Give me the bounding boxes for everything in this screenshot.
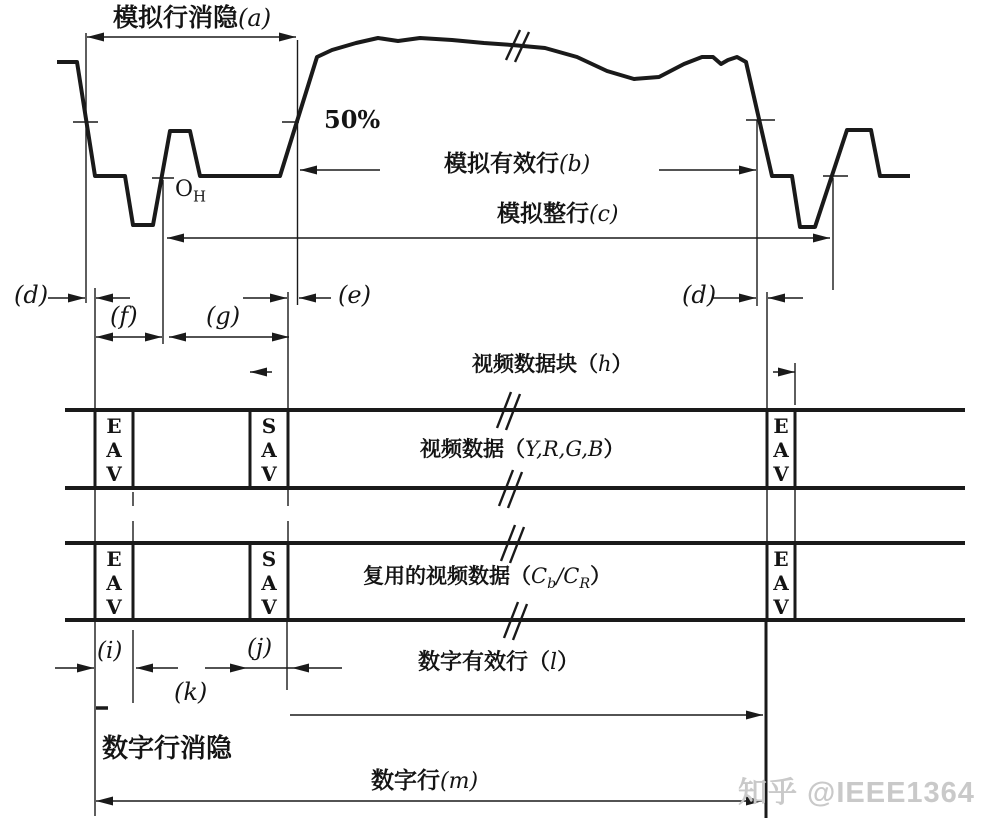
digital-line-label <box>371 768 478 793</box>
video-data-block-label <box>472 353 633 376</box>
oh-reference-label <box>175 178 206 205</box>
dim-d-left-label: (d) <box>14 281 49 309</box>
dim-j-label: (j) <box>247 635 273 661</box>
fifty-percent-label: 50% <box>324 105 381 134</box>
dim-k-label: (k) <box>174 678 208 706</box>
band1-suffix: ） <box>603 438 625 461</box>
digital-active-suffix: ） <box>557 649 580 674</box>
digital-active-param: l <box>550 650 558 675</box>
oh-main: O <box>175 177 194 202</box>
dim-g-label: (g) <box>206 302 241 330</box>
band2-label: 复用的视频数据$(C_b/C_R)$ <box>363 564 612 593</box>
analog-total-label <box>497 201 619 226</box>
analog-blanking-label <box>113 5 271 31</box>
band1-label <box>420 438 624 461</box>
digital-blanking-label: 数字行消隐 <box>102 733 233 763</box>
band1-param: Y,R,G,B <box>525 437 604 461</box>
band2-suffix: ） <box>590 565 612 588</box>
analog-blanking-text: 模拟行消隐 <box>113 4 239 32</box>
oh-sub: H <box>193 187 207 206</box>
analog-active-label <box>444 151 590 176</box>
video-block-suffix: ） <box>611 353 633 376</box>
digital-active-label <box>418 650 579 674</box>
break-marks <box>497 30 529 640</box>
analog-total-param: (c) <box>589 202 619 227</box>
band2-sav: S A V <box>261 547 277 619</box>
band2-eav-left: E A V <box>106 547 122 619</box>
analog-blanking-param: (a) <box>238 4 272 32</box>
analog-active-text: 模拟有效行 <box>444 150 559 176</box>
band1-eav-left: E A V <box>106 414 122 486</box>
band1-eav-right: E A V <box>773 414 789 486</box>
band2-eav-right: E A V <box>773 547 789 619</box>
digital-line-param: (m) <box>440 769 479 794</box>
video-block-param: h <box>598 352 612 376</box>
band1-prefix: 视频数据（ <box>420 438 525 461</box>
analog-active-param: (b) <box>559 152 591 177</box>
band2-prefix: 复用的视频数据（ <box>363 565 531 588</box>
digital-line-text: 数字行 <box>371 767 440 793</box>
dim-i-label: (i) <box>97 638 123 664</box>
dim-e-label: (e) <box>338 281 371 309</box>
digital-active-prefix: 数字有效行（ <box>418 649 551 674</box>
video-block-prefix: 视频数据块（ <box>472 353 598 376</box>
dim-d-right-label: (d) <box>682 281 717 309</box>
band1-sav: S A V <box>261 414 277 486</box>
watermark: 知乎 @IEEE1364 <box>738 777 975 809</box>
analog-total-text: 模拟整行 <box>497 200 589 226</box>
dim-f-label: (f) <box>110 302 138 330</box>
